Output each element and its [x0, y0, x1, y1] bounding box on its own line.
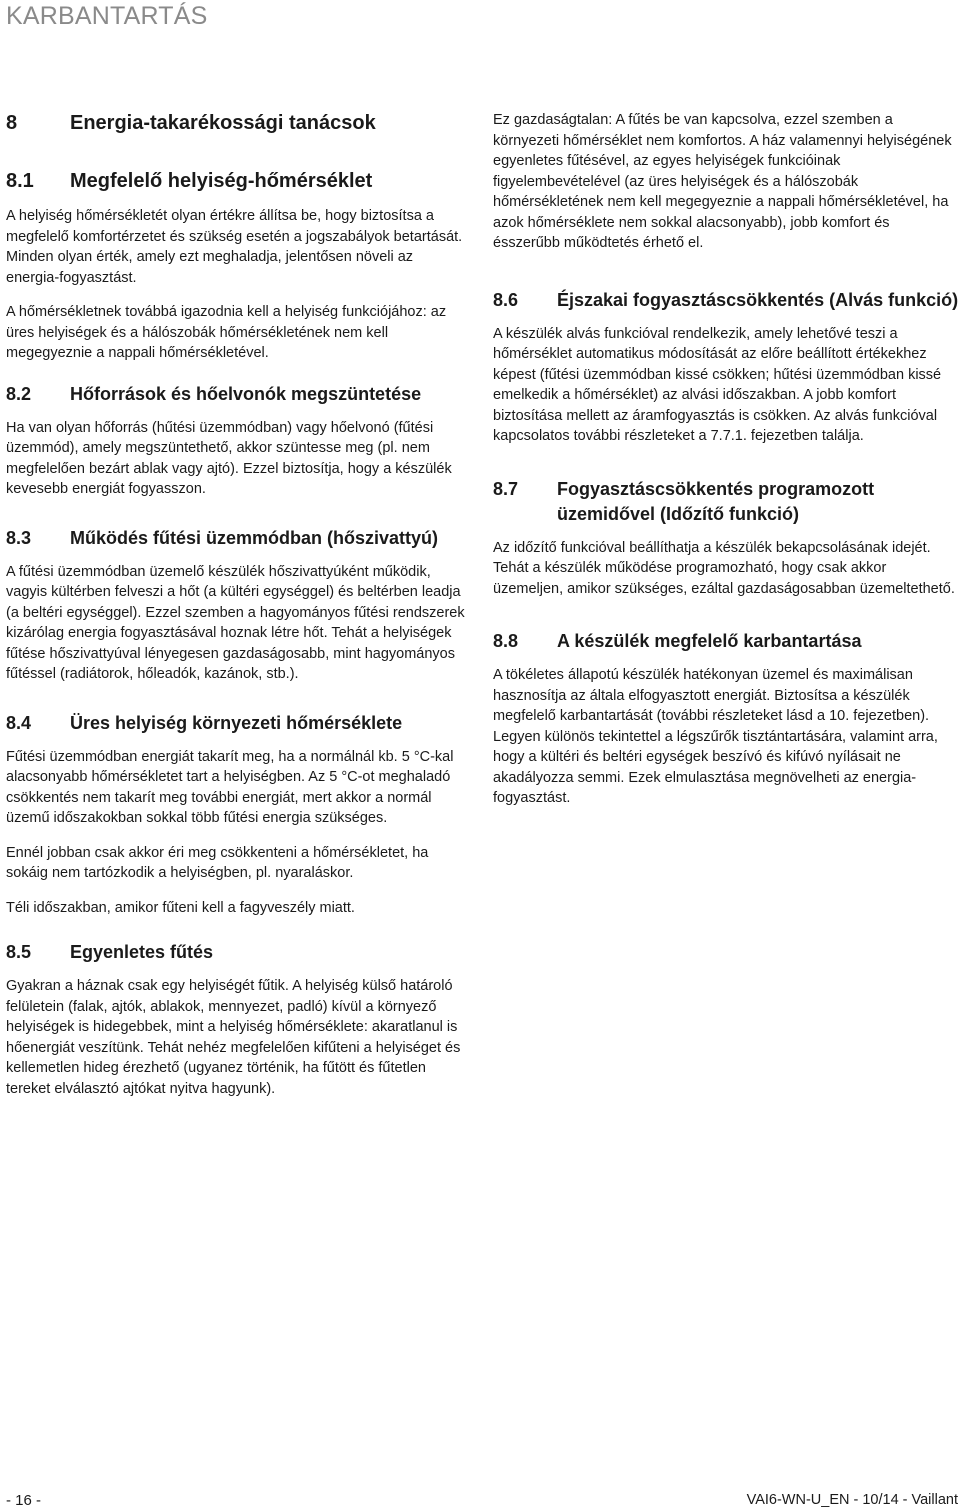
section-number: 8.3	[6, 527, 32, 548]
section-8-7-heading	[493, 477, 959, 527]
paragraph: A fűtési üzemmódban üzemelő készülék hőszivattyúként működik, vagyis kültérben felveszi a hőt (a kültéri egységgel) és beltérben leadja (a beltéri egységgel). Ezzel szemben a hagyományos fűtési rendszerek kizárólag energia fogyasztásával hoznak létre hőt. Tehát a helyiségek fűtése hőszivattyúval lényegesen gazdaságosabb, mint hagyományos fűtéssel (radiátorok, hőleadók, kazánok, stb.).	[6, 563, 465, 682]
section-title: Fogyasztáscsökkentés programozott üzemidővel (Időzítő funkció)	[557, 478, 875, 524]
section-title: Hőforrások és hőelvonók megszüntetése	[70, 383, 422, 404]
section-8-heading	[6, 110, 468, 136]
section-number: 8.2	[6, 383, 32, 404]
paragraph: Ennél jobban csak akkor éri meg csökkenteni a hőmérsékletet, ha sokáig nem tartózkodik a helyiségben, pl. nyaraláskor.	[6, 844, 429, 881]
paragraph: A hőmérsékletnek továbbá igazodnia kell a helyiség funkciójához: az üres helyiségek és a hálószobák hőmérsékletének nem kell megegyeznie a nappali hőmérsékletével.	[6, 304, 447, 361]
section-8-3-heading	[6, 526, 468, 551]
paragraph: A készülék alvás funkcióval rendelkezik, amely lehetővé teszi a hőmérséklet automatikus módosítását az előre beállított értékekhez képest (fűtési üzemmódban kissé csökken; hűtési üzemmódban kissé emelkedik a hőmérséklet) az alvási időszakban. A jobb komfort biztosítása mellett az áramfogyasztás is csökken. Az alvás funkcióval kapcsolatos további részleteket a 7.7.1. fejezetben találja.	[493, 325, 942, 444]
section-number: 8.4	[6, 712, 32, 733]
document-reference: VAI6-WN-U_EN - 10/14 - Vaillant	[746, 1492, 958, 1508]
section-title: Energia-takarékossági tanácsok	[70, 112, 376, 134]
section-title: Megfelelő helyiség-hőmérséklet	[70, 170, 373, 192]
paragraph: Téli időszakban, amikor fűteni kell a fagyveszély miatt.	[6, 899, 355, 916]
paragraph: Fűtési üzemmódban energiát takarít meg, ha a normálnál kb. 5 °C-kal alacsonyabb hőmérsékletet tart a helyiségben. Az 5 °C-ot meghaladó csökkentés nem takarít meg további energiát, mert akkor a normál üzemű időszakokban sokkal több fűtési energia szükséges.	[6, 748, 454, 826]
section-8-4-heading	[6, 711, 468, 736]
section-8-2-heading	[6, 382, 468, 407]
section-number: 8	[6, 112, 18, 134]
section-title: A készülék megfelelő karbantartása	[557, 631, 862, 651]
section-number: 8.6	[493, 289, 519, 310]
section-8-6-heading	[493, 288, 959, 313]
page-number: - 16 -	[6, 1492, 42, 1509]
section-number: 8.7	[493, 478, 519, 499]
section-title: Éjszakai fogyasztáscsökkentés (Alvás funkció)	[557, 289, 959, 310]
paragraph: Ez gazdaságtalan: A fűtés be van kapcsolva, ezzel szemben a környezeti hőmérséklet nem komfortos. A ház valamennyi helyiségének egyenletes fűtésével, az egyes helyiségek funkcióinak figyelembevételével (az üres helyiségek és a hálószobák hőmérsékletének nem kell megegyeznie a nappali hőmérsékletével, ha azok hőmérséklete nem sokkal alacsonyabb), jobb komfort és ésszerűbb működtetés érhető el.	[493, 112, 952, 251]
section-number: 8.5	[6, 942, 32, 962]
section-title: Működés fűtési üzemmódban (hőszivattyú)	[70, 527, 439, 548]
right-column	[493, 110, 959, 823]
section-title: Üres helyiség környezeti hőmérséklete	[70, 712, 403, 733]
paragraph: A helyiség hőmérsékletét olyan értékre állítsa be, hogy biztosítsa a megfelelő komfortérzetet és szükség esetén a jogszabályok betartását. Minden olyan érték, amely ezt meghaladja, jelentősen növeli az energia-fogyasztást.	[6, 208, 463, 286]
section-number: 8.8	[493, 631, 519, 651]
page-header-title: KARBANTARTÁS	[6, 2, 208, 30]
section-number: 8.1	[6, 170, 34, 192]
section-8-8-heading	[493, 629, 959, 654]
left-column	[6, 110, 468, 1113]
section-title: Egyenletes fűtés	[70, 942, 214, 962]
paragraph: Az időzítő funkcióval beállíthatja a készülék bekapcsolásának idejét. Tehát a készülék működése programozható, hogy csak akkor üzemeljen, amikor szükséges, ezáltal gazdaságosabban üzemeltethető.	[493, 539, 955, 597]
paragraph: A tökéletes állapotú készülék hatékonyan üzemel és maximálisan hasznosítja az általa elfogyasztott energiát. Biztosítsa a készülék megfelelő karbantartását (további részleteket lásd a 10. fejezetben). Legyen különös tekintettel a légszűrők tisztántartására, valamint arra, hogy a kültéri és beltéri egységek beszívó és kifúvó nyílásait ne akadályozza semmi. Ezek elmulasztása megnövelheti az energia-fogyasztást.	[493, 667, 938, 806]
paragraph: Ha van olyan hőforrás (hűtési üzemmódban) vagy hőelvonó (fűtési üzemmód), amely megszüntethető, akkor szüntesse meg (pl. nem megfelelően bezárt ablak vagy ajtó). Ezzel biztosítja, hogy a készülék kevesebb energiát fogyasszon.	[6, 419, 452, 497]
section-8-5-heading	[6, 940, 468, 965]
paragraph: Gyakran a háznak csak egy helyiségét fűtik. A helyiség külső határoló felületein (falak, ajtók, ablakok, mennyezet, padló) kívül a környező helyiségek is hidegebbek, mint a helyiség hőmérséklete: akaratlanul is hőenergiát veszítünk. Tehát nehéz megfelelően kifűteni a helyiséget és kellemetlen hideg érezhető (ugyanez történik, ha fűtött és fűtetlen tereket elválasztó ajtókat nyitva hagyunk).	[6, 978, 461, 1097]
section-8-1-heading	[6, 168, 468, 194]
